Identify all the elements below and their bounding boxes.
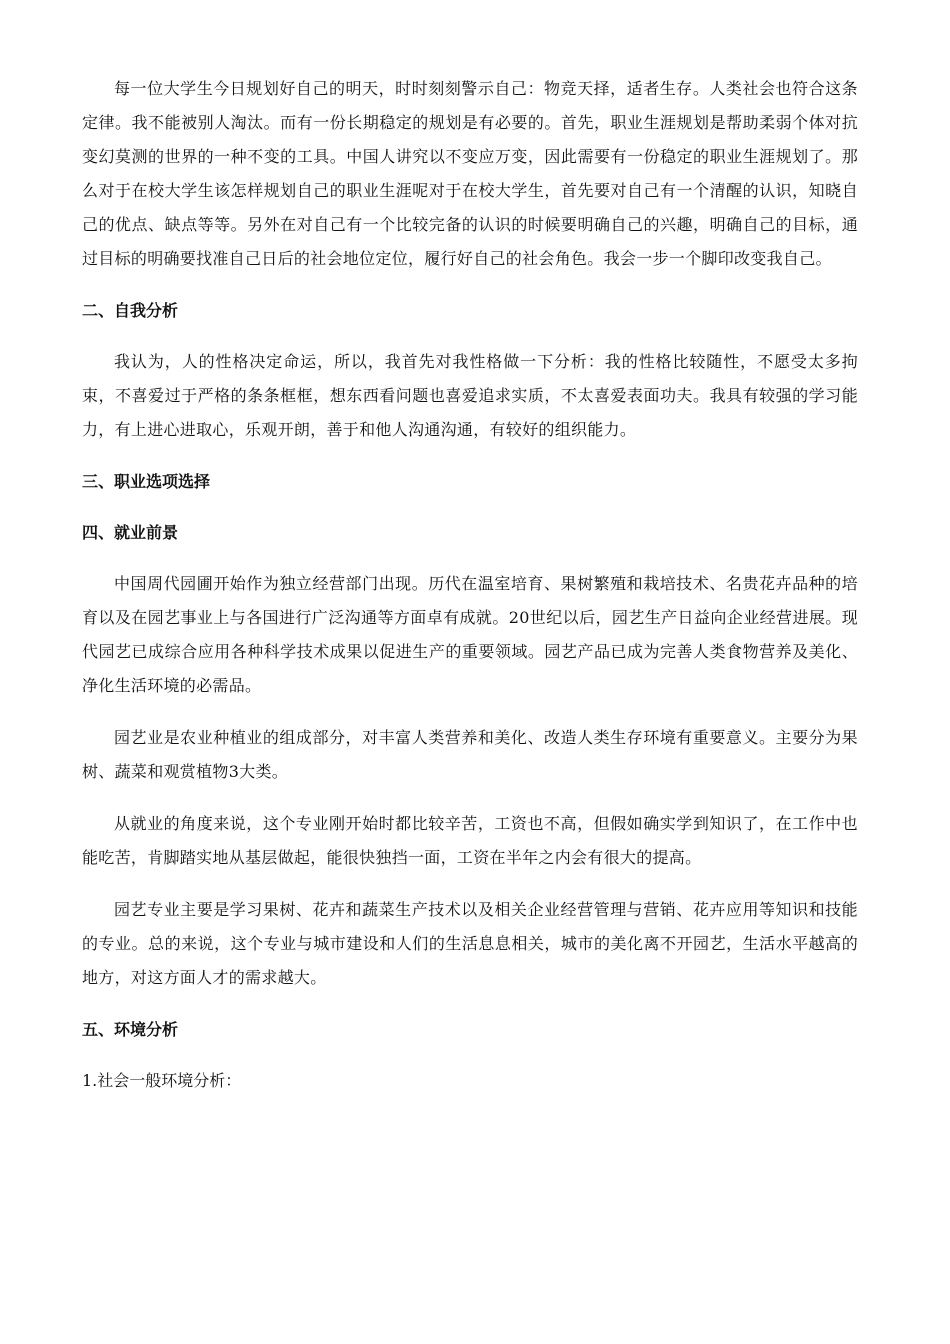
section-heading-environment-analysis: 五、环境分析: [82, 1020, 179, 1039]
subsection-social-environment: 1.社会一般环境分析：: [82, 1071, 242, 1090]
intro-paragraph: 每一位大学生今日规划好自己的明天，时时刻刻警示自己：物竞天择，适者生存。人类社会也符合这条定律。我不能被别人淘汰。而有一份长期稳定的规划是有必要的。首先，职业生涯规划是帮助柔弱个体对抗变幻莫测的世界的一种不变的工具。中国人讲究以不变应万变，因此需要有一份稳定的职业生涯规划了。那么对于在校大学生该怎样规划自己的职业生涯呢对于在校大学生，首先要对自己有一个清醒的认识，知晓自己的优点、缺点等等。另外在对自己有一个比较完备的认识的时候要明确自己的兴趣，明确自己的目标，通过目标的明确要找准自己日后的社会地位定位，履行好自己的社会角色。我会一步一个脚印改变我自己。: [82, 79, 858, 268]
prospects-paragraph-history: 中国周代园圃开始作为独立经营部门出现。历代在温室培育、果树繁殖和栽培技术、名贵花卉品种的培育以及在园艺事业上与各国进行广泛沟通等方面卓有成就。20世纪以后，园艺生产日益向企业经营进展。现代园艺已成综合应用各种科学技术成果以促进生产的重要领域。园艺产品已成为完善人类食物营养及美化、净化生活环境的必需品。: [82, 574, 858, 695]
section-heading-career-options: 三、职业选项选择: [82, 472, 211, 491]
section-heading-self-analysis: 二、自我分析: [82, 301, 179, 320]
prospects-paragraph-major: 园艺专业主要是学习果树、花卉和蔬菜生产技术以及相关企业经营管理与营销、花卉应用等知识和技能的专业。总的来说，这个专业与城市建设和人们的生活息息相关，城市的美化离不开园艺，生活水平越高的地方，对这方面人才的需求越大。: [82, 900, 858, 987]
document-page: [82, 72, 858, 1098]
prospects-paragraph-employment: 从就业的角度来说，这个专业刚开始时都比较辛苦，工资也不高，但假如确实学到知识了，在工作中也能吃苦，肯脚踏实地从基层做起，能很快独挡一面，工资在半年之内会有很大的提高。: [82, 814, 858, 867]
section-heading-employment-prospects: 四、就业前景: [82, 523, 179, 542]
self-analysis-paragraph: 我认为，人的性格决定命运，所以，我首先对我性格做一下分析：我的性格比较随性，不愿受太多拘束，不喜爱过于严格的条条框框，想东西看问题也喜爱追求实质，不太喜爱表面功夫。我具有较强的学习能力，有上进心进取心，乐观开朗，善于和他人沟通沟通，有较好的组织能力。: [82, 352, 858, 439]
prospects-paragraph-horticulture: 园艺业是农业种植业的组成部分，对丰富人类营养和美化、改造人类生存环境有重要意义。主要分为果树、蔬菜和观赏植物3大类。: [82, 728, 858, 781]
